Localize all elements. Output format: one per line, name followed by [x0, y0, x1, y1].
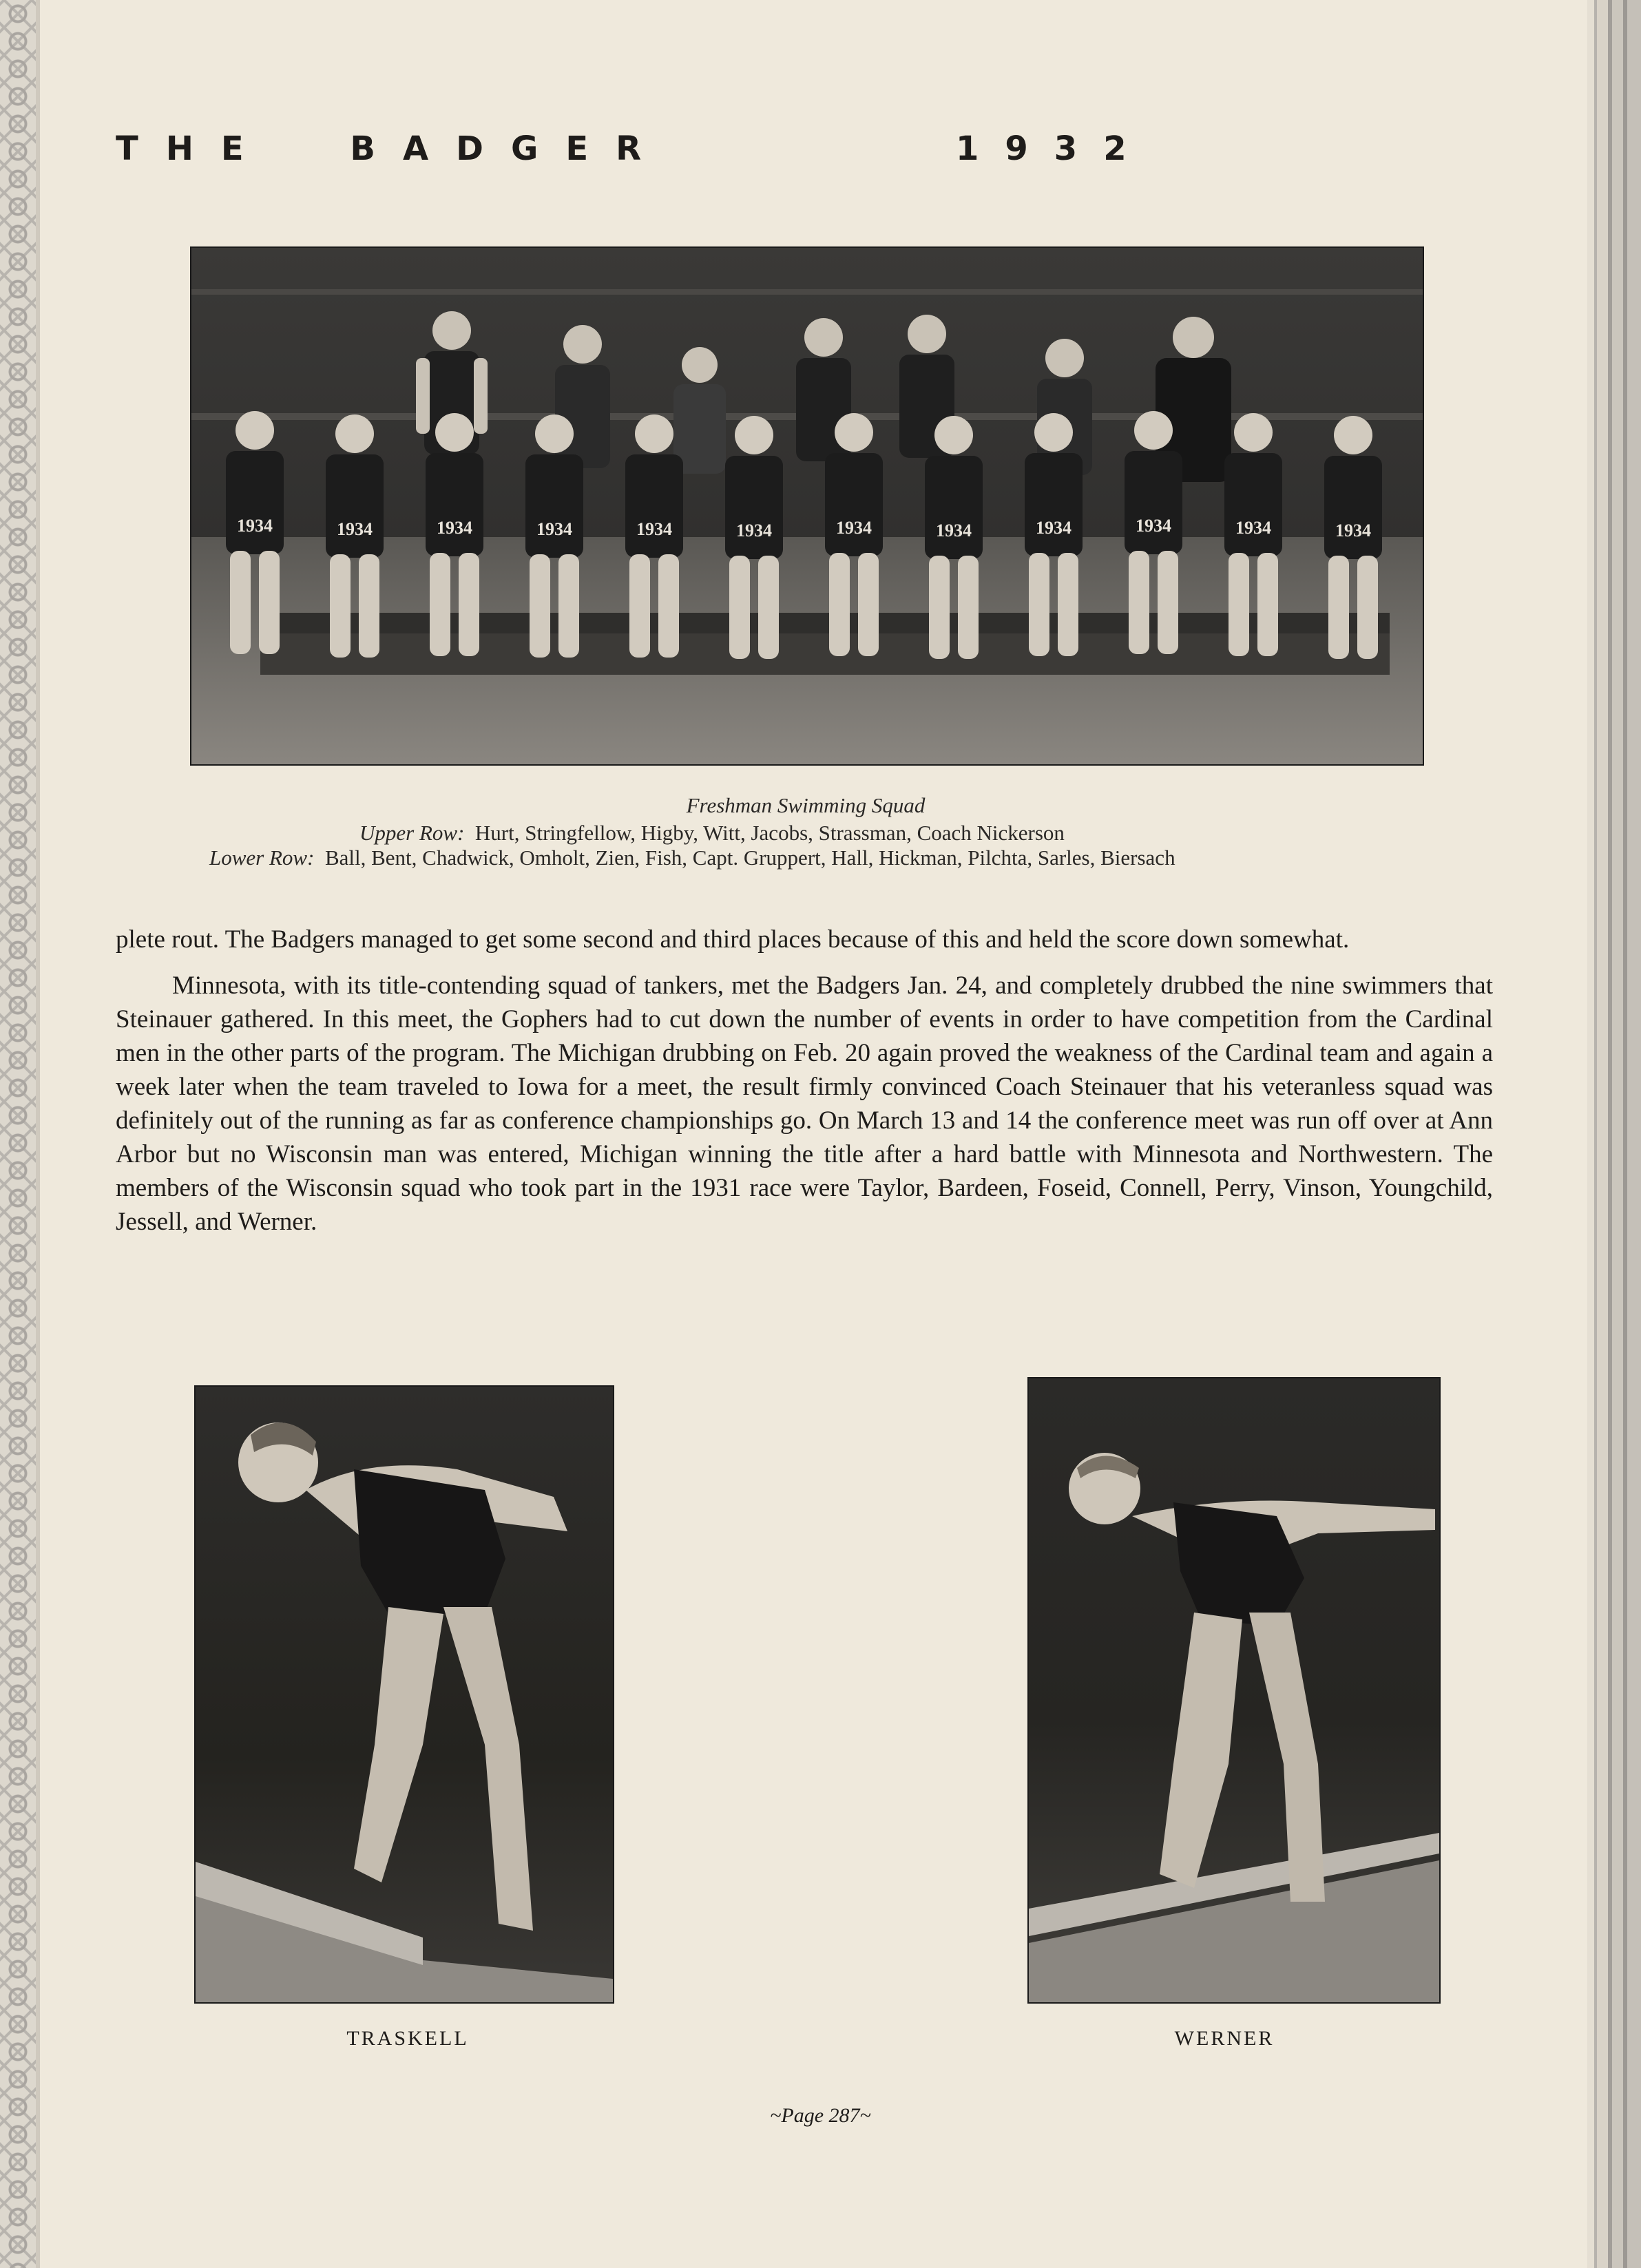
jersey-label: 1934: [736, 521, 772, 540]
jersey-label: 1934: [536, 519, 572, 539]
jersey-label: 1934: [1136, 516, 1171, 536]
jersey-label: 1934: [337, 519, 373, 539]
traskell-photo: [194, 1385, 614, 2004]
page-number: ~Page 287~: [770, 2104, 871, 2127]
jersey-label: 1934: [936, 521, 972, 540]
upper-row-names: Hurt, Stringfellow, Higby, Witt, Jacobs, Strassman, Coach Nickerson: [474, 821, 1065, 845]
lower-row-label: Lower Row:: [209, 846, 315, 870]
jersey-label: 1934: [1235, 518, 1271, 538]
team-photo: [190, 246, 1424, 766]
jersey-label: 1934: [1036, 518, 1072, 538]
werner-photo: [1027, 1377, 1441, 2004]
paragraph-2: Minnesota, with its title-contending squad of tankers, met the Badgers Jan. 24, and completely drubbed the nine swimmers that Steinauer gathered. In this meet, the Gophers had to cut down the number of events in order to have competition from the Cardinal men in the other parts of the program. The Michigan drubbing on Feb. 20 again proved the weakness of the Cardinal team and again a week later when the team traveled to Iowa for a meet, the result firmly convinced Coach Steinauer that his veteranless squad was definitely out of the running as far as conference championships go. On March 13 and 14 the conference meet was run off over at Ann Arbor but no Wisconsin man was entered, Michigan winning the title after a hard battle with Minnesota and Northwestern. The members of the Wisconsin squad who took part in the 1931 race were Taylor, Bardeen, Foseid, Connell, Perry, Vinson, Youngchild, Jessell, and Werner.: [116, 972, 1493, 1236]
header-title: THE BADGER: [116, 129, 669, 168]
team-photo-caption: [190, 793, 1421, 876]
lower-row-names: Ball, Bent, Chadwick, Omholt, Zien, Fish, Capt. Gruppert, Hall, Hickman, Pilchta, Sarles, Biersach: [324, 846, 1175, 870]
upper-row-label: Upper Row:: [359, 821, 465, 845]
caption-title: Freshman Swimming Squad: [686, 793, 926, 817]
jersey-label: 1934: [237, 516, 273, 536]
article-body: [116, 923, 1493, 1239]
page-header: [116, 129, 1190, 171]
paragraph-1: plete rout. The Badgers managed to get some second and third places because of this and held the score down somewhat.: [116, 925, 1350, 954]
binding-edge-strip: [1587, 0, 1641, 2268]
jersey-label: 1934: [1335, 521, 1371, 540]
decorative-left-border: [0, 0, 36, 2268]
upper-row-caption: [359, 821, 1065, 846]
lower-row-caption: [209, 846, 1175, 870]
header-year: 1932: [956, 129, 1153, 168]
werner-caption: WERNER: [1174, 2027, 1275, 2050]
left-border-rule: [36, 0, 40, 2268]
jersey-label: 1934: [437, 518, 472, 538]
jersey-label: 1934: [836, 518, 872, 538]
traskell-caption: TRASKELL: [346, 2027, 469, 2050]
jersey-label: 1934: [636, 519, 672, 539]
